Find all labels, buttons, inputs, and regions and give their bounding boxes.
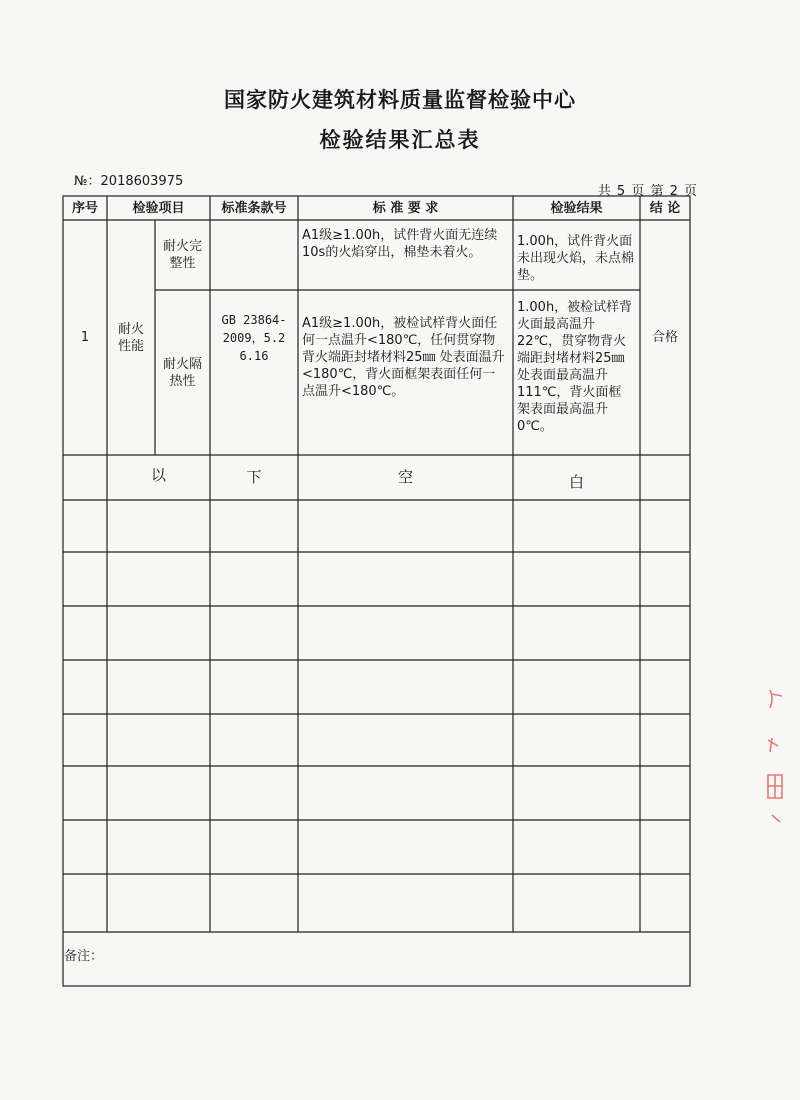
blank-mark-1: 以 — [150, 465, 166, 484]
header-seq: 序号 — [71, 200, 98, 216]
row1-sub1-requirement: A1级≥1.00h，试件背火面无连续10s的火焰穿出，棉垫未着火。 — [302, 228, 498, 260]
stamp-fragment — [760, 680, 800, 830]
page-info: 共 5 页 第 2 页 — [597, 184, 698, 199]
row1-sub1-result: 1.00h，试件背火面未出现火焰，未点棉垫。 — [517, 234, 635, 283]
row1-sub2-requirement: A1级≥1.00h，被检试样背火面任何一点温升<180℃，任何贯穿物背火端距封堵材料25㎜ 处表面温升<180℃，背火面框架表面任何一点温升<180℃。 — [302, 316, 505, 399]
row1-sub2-result: 1.00h，被检试样背火面最高温升22℃，贯穿物背火端距封堵材料25㎜ 处表面最高温升111℃，背火面框架表面最高温升0℃。 — [517, 300, 633, 434]
row1-clause: GB 23864-2009，5.2 6.16 — [221, 312, 287, 363]
row1-conclusion: 合格 — [651, 330, 678, 345]
report-title: 国家防火建筑材料质量监督检验中心 — [224, 88, 576, 112]
blank-mark-2: 下 — [246, 468, 262, 486]
header-requirement: 标 准 要 求 — [372, 200, 439, 216]
report-number: №：2018603975 — [74, 174, 184, 189]
row1-sub2-name: 耐火隔热性 — [162, 356, 202, 389]
blank-mark-4: 白 — [568, 473, 584, 491]
report-subtitle: 检验结果汇总表 — [319, 128, 481, 152]
header-clause: 标准条款号 — [221, 200, 287, 216]
row1-item: 耐火性能 — [117, 321, 144, 354]
blank-mark-3: 空 — [397, 468, 413, 486]
header-result: 检验结果 — [550, 200, 603, 216]
row1-seq: 1 — [80, 330, 90, 345]
remark-label: 备注： — [64, 949, 104, 964]
header-item: 检验项目 — [132, 200, 185, 216]
row1-sub1-name: 耐火完整性 — [162, 239, 202, 271]
header-conclusion: 结 论 — [649, 200, 681, 216]
